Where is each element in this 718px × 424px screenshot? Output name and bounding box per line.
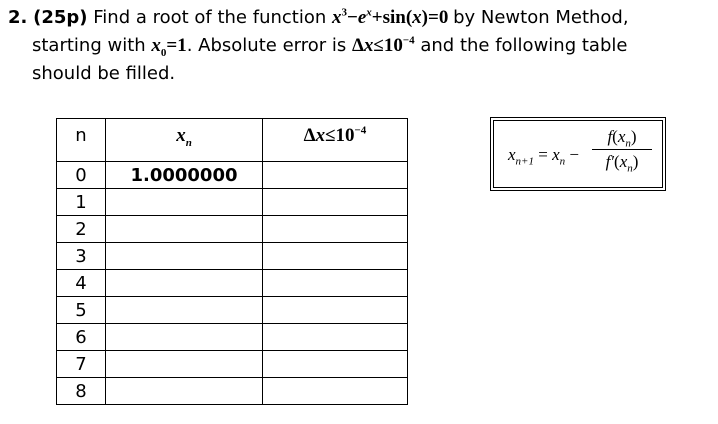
formula-denominator: $f'(x_n)$ — [605, 152, 639, 175]
initial-value: $x_0=1$ — [151, 35, 187, 59]
xn-cell[interactable] — [106, 378, 263, 405]
table-row: 1 — [57, 189, 408, 216]
question-line-1 — [8, 4, 714, 32]
header-n: n — [57, 119, 106, 162]
iteration-table — [56, 118, 408, 405]
question-points: (25p) — [33, 7, 88, 28]
question-text-3: starting with — [32, 35, 146, 56]
error-cell[interactable] — [263, 270, 408, 297]
table-row: 6 — [57, 324, 408, 351]
table-row: 8 — [57, 378, 408, 405]
xn-cell[interactable] — [106, 324, 263, 351]
error-cell[interactable] — [263, 189, 408, 216]
function-equation: $x^3-e^x+\sin(x)=0$ — [332, 6, 449, 28]
question-text-2: by Newton Method, — [453, 7, 629, 28]
error-cell[interactable] — [263, 162, 408, 189]
xn-cell[interactable] — [106, 270, 263, 297]
error-cell[interactable] — [263, 351, 408, 378]
formula-lhs: $x_{n+1} = x_n$ − — [508, 145, 579, 168]
table-header-row — [57, 119, 408, 162]
table-row: 4 — [57, 270, 408, 297]
formula-numerator: $f(x_n)$ — [592, 127, 652, 150]
xn-cell[interactable] — [106, 189, 263, 216]
table-row: 7 — [57, 351, 408, 378]
question-text-5: and the following table — [420, 35, 628, 56]
question-number: 2. — [8, 7, 28, 28]
question-text-1: Find a root of the function — [93, 7, 327, 28]
xn-cell[interactable] — [106, 297, 263, 324]
header-xn: $x_n$ — [106, 119, 263, 162]
question-text-4: . Absolute error is — [186, 35, 347, 56]
error-cell[interactable] — [263, 378, 408, 405]
error-cell[interactable] — [263, 324, 408, 351]
error-cell[interactable] — [263, 216, 408, 243]
formula-fraction — [592, 127, 652, 175]
xn-cell[interactable] — [106, 216, 263, 243]
error-cell[interactable] — [263, 297, 408, 324]
error-tolerance: $\Delta x\le 10^{-4}$ — [351, 34, 415, 56]
table-row: 2 — [57, 216, 408, 243]
xn-cell[interactable] — [106, 243, 263, 270]
header-error: $\Delta x\le 10^{-4}$ — [263, 119, 408, 162]
question-text-6: should be filled. — [32, 63, 176, 84]
xn-cell[interactable] — [106, 351, 263, 378]
question-line-2 — [8, 32, 714, 60]
table-row: 0 1.0000000 — [57, 162, 408, 189]
newton-formula-box — [493, 120, 663, 188]
error-cell[interactable] — [263, 243, 408, 270]
table-row: 5 — [57, 297, 408, 324]
question-line-3 — [8, 60, 714, 88]
question-text — [8, 4, 714, 88]
table-row: 3 — [57, 243, 408, 270]
xn-cell[interactable]: 1.0000000 — [106, 162, 263, 189]
